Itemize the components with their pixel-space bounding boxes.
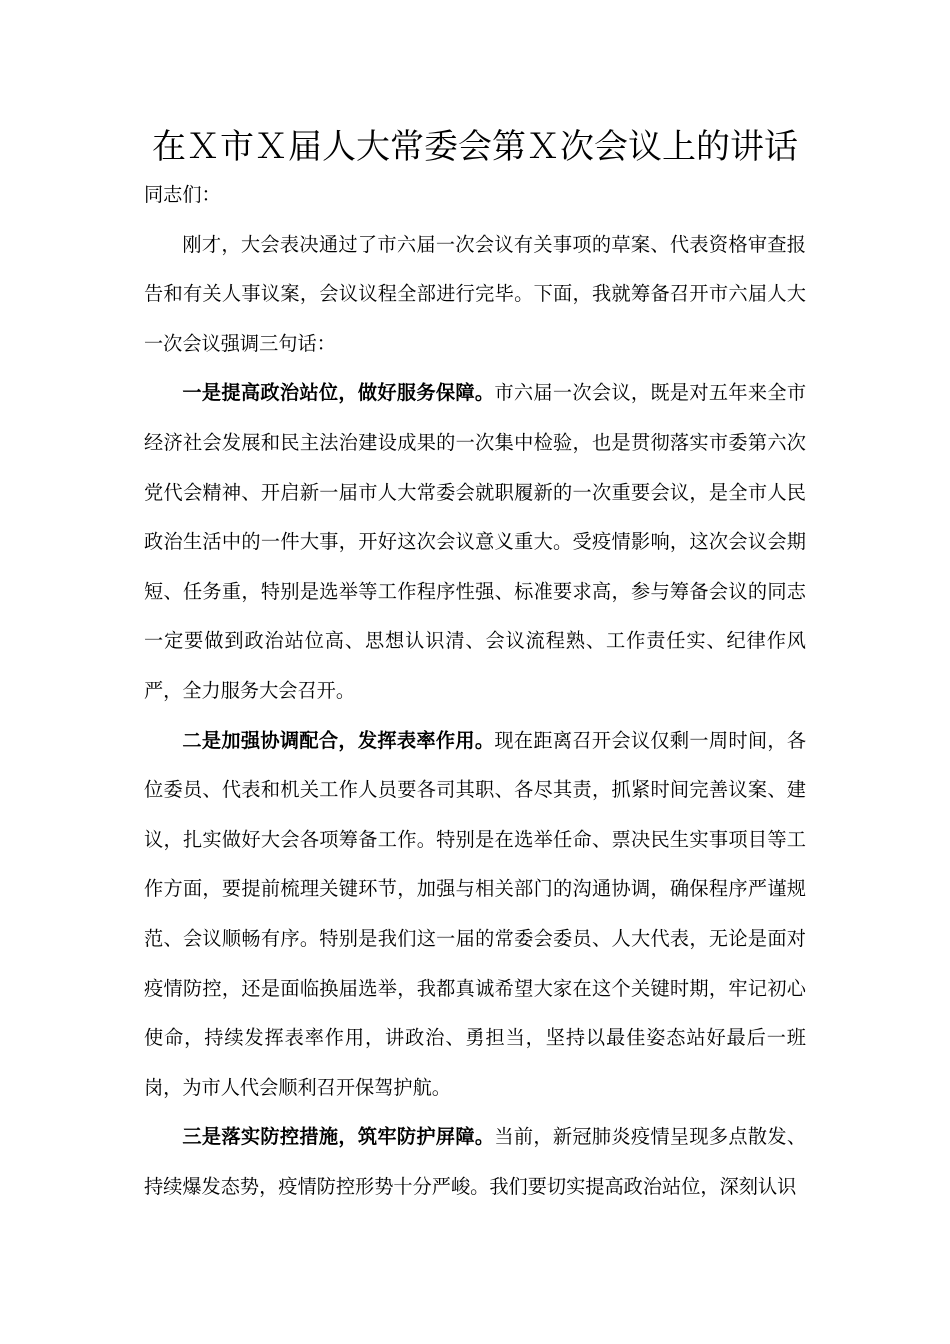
point-text-2: 现在距离召开会议仅剩一周时间，各位委员、代表和机关工作人员要各司其职、各尽其责，抓紧时间完善议案、建议，扎实做好大会各项筹备工作。特别是在选举任命、票决民生实事项目等工作方面，要提前梳理关键环节，加强与相关部门的沟通协调，确保程序严谨规范、会议顺畅有序。特别是我们这一届的常委会委员、人大代表，无论是面对疫情防控，还是面临换届选举，我都真诚希望大家在这个关键时期，牢记初心使命，持续发挥表率作用，讲政治、勇担当，坚持以最佳姿态站好最后一班岗，为市人代会顺利召开保驾护航。 bbox=[144, 728, 807, 1099]
intro-text: 刚才，大会表决通过了市六届一次会议有关事项的草案、代表资格审查报告和有关人事议案，会议议程全部进行完毕。下面，我就筹备召开市六届人大一次会议强调三句话： bbox=[144, 232, 806, 355]
point-paragraph-3 bbox=[144, 1112, 806, 1211]
point-heading-1: 一是提高政治站位，做好服务保障。 bbox=[182, 381, 495, 405]
point-paragraph-2 bbox=[144, 716, 806, 1113]
intro-paragraph bbox=[144, 220, 806, 369]
point-text-3: 当前，新冠肺炎疫情呈现多点散发、持续爆发态势，疫情防控形势十分严峻。我们要切实提高政治站位，深刻认识 bbox=[144, 1125, 807, 1198]
point-heading-2: 二是加强协调配合，发挥表率作用。 bbox=[182, 728, 495, 752]
point-paragraph-1 bbox=[144, 368, 806, 715]
point-heading-3: 三是落实防控措施，筑牢防护屏障。 bbox=[182, 1125, 495, 1149]
salutation: 同志们： bbox=[144, 183, 221, 206]
document-body bbox=[144, 170, 806, 1211]
document-title: 在Ｘ市Ｘ届人大常委会第Ｘ次会议上的讲话 bbox=[152, 127, 798, 167]
point-text-1: 市六届一次会议，既是对五年来全市经济社会发展和民主法治建设成果的一次集中检验，也是贯彻落实市委第六次党代会精神、开启新一届市人大常委会就职履新的一次重要会议，是全市人民政治生活中的一件大事，开好这次会议意义重大。受疫情影响，这次会议会期短、任务重，特别是选举等工作程序性强、标准要求高，参与筹备会议的同志一定要做到政治站位高、思想认识清、会议流程熟、工作责任实、纪律作风严，全力服务大会召开。 bbox=[144, 381, 807, 702]
